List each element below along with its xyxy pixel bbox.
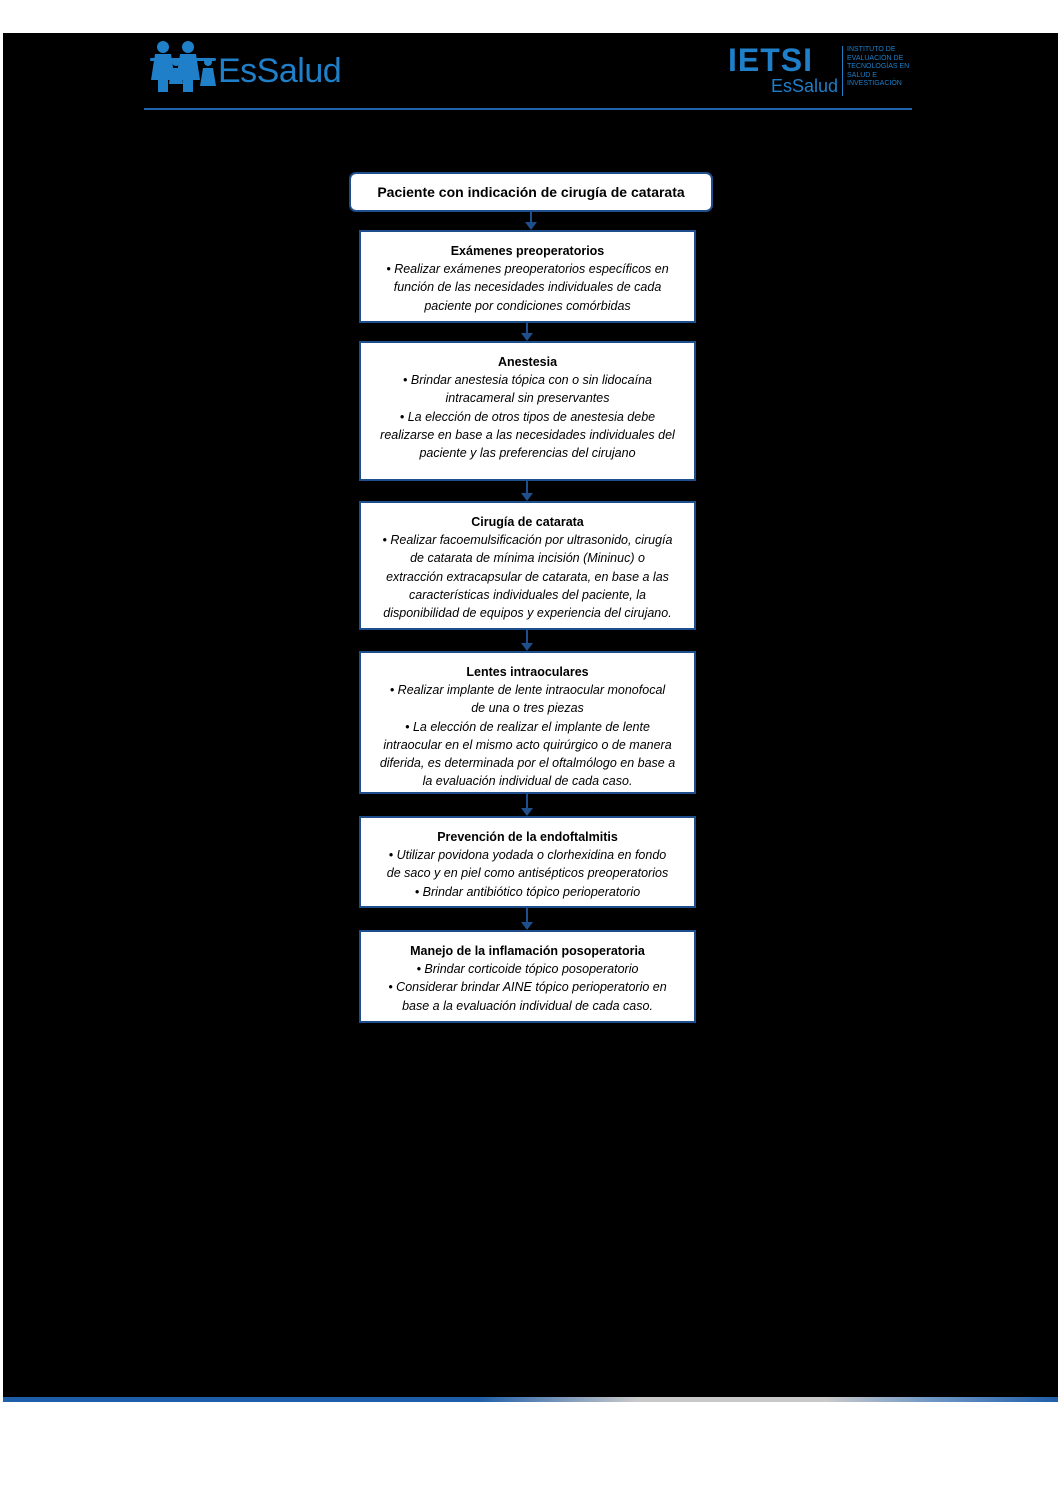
flow-arrow-head-icon — [521, 643, 533, 651]
flow-step-cirugia-de-catarata — [359, 501, 696, 630]
flow-arrow-head-icon — [521, 922, 533, 930]
essalud-logo — [150, 40, 360, 94]
ietsi-logo-main: IETSI — [728, 42, 814, 78]
flow-step-text-line: de una o tres piezas — [471, 701, 584, 716]
flow-step-text-line: intraocular en el mismo acto quirúrgico o de manera — [383, 737, 672, 752]
flow-step-text-line: base a la evaluación individual de cada caso. — [402, 998, 653, 1013]
flow-arrow-head-icon — [521, 493, 533, 501]
ietsi-logo — [728, 44, 918, 100]
ietsi-logo-sub: EsSalud — [771, 76, 839, 96]
flow-arrow-head-icon — [521, 808, 533, 816]
flow-step-title: Lentes intraoculares — [466, 665, 589, 679]
flow-step-text-line: disponibilidad de equipos y experiencia del cirujano. — [383, 606, 672, 621]
flow-step-text-line: intracameral sin preservantes — [445, 391, 610, 406]
flow-step-text-line: características individuales del paciente, la — [409, 587, 646, 602]
flow-step-text-line: • La elección de realizar el implante de lente — [405, 719, 650, 734]
flow-step-anestesia — [359, 341, 696, 481]
header-divider — [144, 108, 912, 110]
flow-step-text-line: • Brindar corticoide tópico posoperatorio — [416, 962, 639, 976]
flow-step-text-line: • La elección de otros tipos de anestesia debe — [399, 409, 656, 424]
flow-step-title: Manejo de la inflamación posoperatoria — [410, 944, 645, 958]
flow-step-text-line: • Utilizar povidona yodada o clorhexidina en fondo — [388, 848, 667, 862]
flow-step-title: Anestesia — [497, 355, 558, 369]
flow-step-text-line: la evaluación individual de cada caso. — [422, 774, 633, 789]
ietsi-logo-caption: INSTITUTO DE EVALUACIÓN DE TECNOLOGÍAS EN SALUD E INVESTIGACIÓN — [847, 46, 910, 87]
flow-step-text-line: extracción extracapsular de catarata, en base a las — [386, 569, 669, 584]
flow-step-text-line: de saco y en piel como antisépticos preoperatorios — [386, 866, 669, 881]
footer-bar — [3, 1397, 1058, 1402]
flow-arrow-shaft — [526, 908, 528, 923]
flow-step-title: Exámenes preoperatorios — [450, 244, 605, 258]
flow-step-text-line: función de las necesidades individuales de cada — [393, 280, 662, 295]
flow-step-text-line: paciente y las preferencias del cirujano — [419, 446, 636, 461]
flow-step-text-line: • Brindar anestesia tópica con o sin lidocaína — [403, 373, 652, 387]
flow-arrow-head-icon — [525, 222, 537, 230]
flow-step-text-line: de catarata de mínima incisión (Mininuc) o — [410, 551, 645, 566]
flow-step-text-line: • Brindar antibiótico tópico perioperatorio — [414, 884, 641, 899]
flow-step-text-line: • Realizar implante de lente intraocular monofocal — [389, 683, 666, 697]
flow-step-title: Prevención de la endoftalmitis — [437, 830, 618, 844]
flow-step-text-line: • Realizar exámenes preoperatorios específicos en — [386, 262, 669, 276]
flow-start-box: Paciente con indicación de cirugía de catarata — [349, 172, 713, 212]
flow-arrow-shaft — [526, 794, 528, 809]
essalud-logo-text: EsSalud — [218, 52, 342, 90]
flow-arrow-head-icon — [521, 333, 533, 341]
flow-step-prevencion-de-la-endoftalmitis — [359, 816, 696, 908]
flow-step-text-line: • Realizar facoemulsificación por ultrasonido, cirugía — [382, 533, 673, 547]
flow-step-manejo-de-la-inflamacion-posoperatoria — [359, 930, 696, 1023]
family-figures-icon — [150, 40, 218, 92]
flow-arrow-shaft — [526, 630, 528, 644]
flow-step-text-line: diferida, es determinada por el oftalmólogo en base a — [379, 756, 676, 771]
ietsi-logo-divider — [842, 46, 843, 96]
flow-step-title: Cirugía de catarata — [471, 515, 584, 529]
flow-step-text-line: paciente por condiciones comórbidas — [424, 298, 631, 313]
flow-step-text-line: realizarse en base a las necesidades individuales del — [380, 427, 675, 442]
flow-step-examenes-preoperatorios — [359, 230, 696, 323]
flow-step-text-line: • Considerar brindar AINE tópico perioperatorio en — [388, 980, 667, 995]
flow-step-lentes-intraoculares — [359, 651, 696, 794]
